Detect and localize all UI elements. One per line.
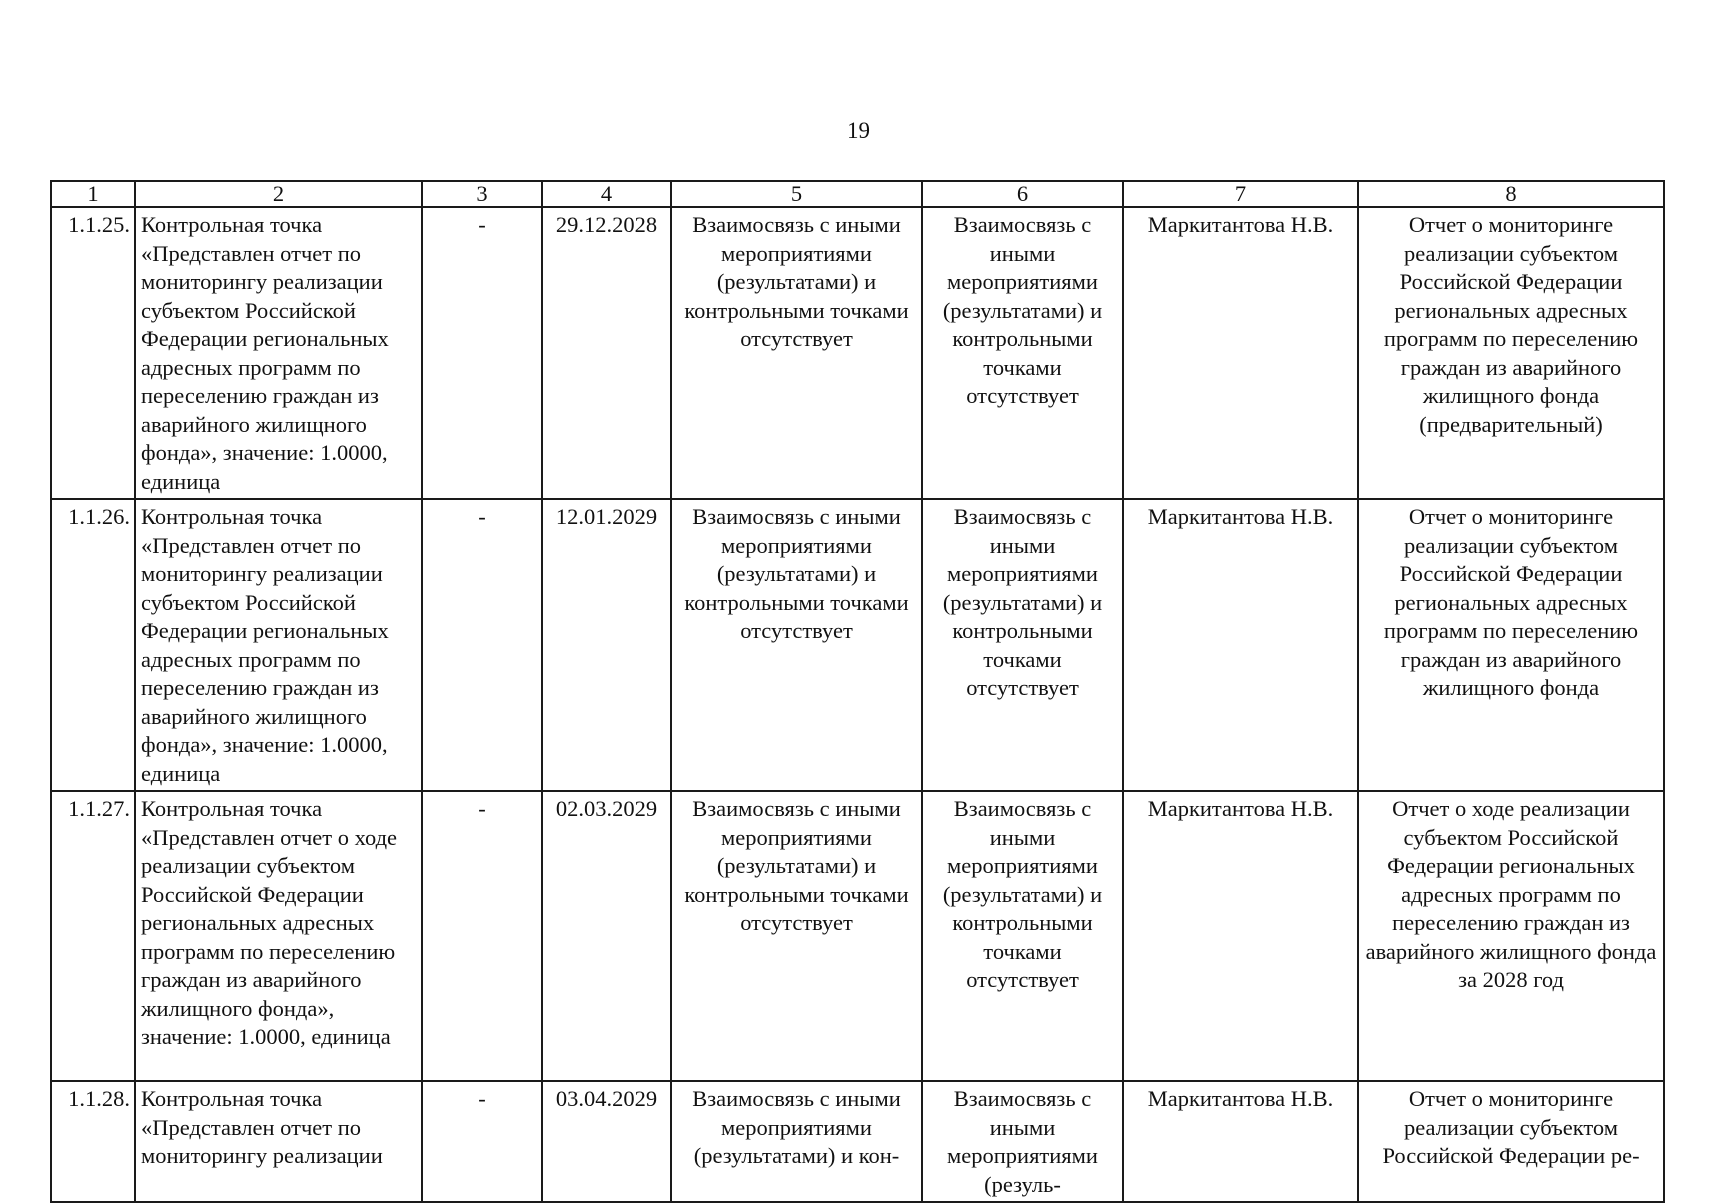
row-number: 1.1.27.: [51, 791, 135, 1081]
deadline-date: 02.03.2029: [542, 791, 671, 1081]
table-row: [51, 499, 1664, 791]
column-header: 8: [1358, 181, 1664, 207]
page-number: 19: [847, 118, 870, 143]
responsible-person: Маркитантова Н.В.: [1123, 1081, 1358, 1202]
successor-links: Взаимосвязь с иными мероприятиями (результатами) и контрольными точками отсутствует: [922, 791, 1123, 1081]
successor-links: Взаимосвязь с иными мероприятиями (результатами) и контрольными точками отсутствует: [922, 499, 1123, 791]
column-header: 2: [135, 181, 422, 207]
column-3-value: -: [422, 1081, 542, 1202]
column-3-value: -: [422, 207, 542, 499]
confirming-document: Отчет о мониторинге реализации субъектом Российской Федерации ре-: [1358, 1081, 1664, 1202]
confirming-document: Отчет о ходе реализации субъектом Российской Федерации региональных адресных программ по переселению граждан из аварийного жилищного фонда за 2028 год: [1358, 791, 1664, 1081]
column-3-value: -: [422, 499, 542, 791]
column-3-value: -: [422, 791, 542, 1081]
predecessor-links: Взаимосвязь с иными мероприятиями (результатами) и контрольными точками отсутствует: [671, 791, 922, 1081]
successor-links: Взаимосвязь с иными мероприятиями (результатами) и контрольными точками отсутствует: [922, 207, 1123, 499]
column-header: 3: [422, 181, 542, 207]
table-row: [51, 791, 1664, 1081]
column-header: 1: [51, 181, 135, 207]
predecessor-links: Взаимосвязь с иными мероприятиями (результатами) и контрольными точками отсутствует: [671, 499, 922, 791]
table-row: [51, 1081, 1664, 1202]
column-header: 4: [542, 181, 671, 207]
confirming-document: Отчет о мониторинге реализации субъектом Российской Федерации региональных адресных программ по переселению граждан из аварийного жилищного фонда (предварительный): [1358, 207, 1664, 499]
row-number: 1.1.28.: [51, 1081, 135, 1202]
row-number: 1.1.26.: [51, 499, 135, 791]
control-points-table: [50, 180, 1665, 1203]
successor-links: Взаимосвязь с иными мероприятиями (резуль-: [922, 1081, 1123, 1202]
deadline-date: 03.04.2029: [542, 1081, 671, 1202]
column-header: 6: [922, 181, 1123, 207]
column-header: 7: [1123, 181, 1358, 207]
control-point-name: Контрольная точка «Представлен отчет по мониторингу реализации субъектом Российской Федерации региональных адресных программ по переселению граждан из аварийного жилищного фонда», значение: 1.0000, единица: [135, 499, 422, 791]
responsible-person: Маркитантова Н.В.: [1123, 207, 1358, 499]
control-point-name: Контрольная точка «Представлен отчет по мониторингу реализации: [135, 1081, 422, 1202]
responsible-person: Маркитантова Н.В.: [1123, 791, 1358, 1081]
predecessor-links: Взаимосвязь с иными мероприятиями (результатами) и кон-: [671, 1081, 922, 1202]
responsible-person: Маркитантова Н.В.: [1123, 499, 1358, 791]
deadline-date: 29.12.2028: [542, 207, 671, 499]
deadline-date: 12.01.2029: [542, 499, 671, 791]
table-row: [51, 207, 1664, 499]
control-point-name: Контрольная точка «Представлен отчет по мониторингу реализации субъектом Российской Федерации региональных адресных программ по переселению граждан из аварийного жилищного фонда», значение: 1.0000, единица: [135, 207, 422, 499]
column-header: 5: [671, 181, 922, 207]
control-point-name: Контрольная точка «Представлен отчет о ходе реализации субъектом Российской Федерации региональных адресных программ по переселению граждан из аварийного жилищного фонда», значение: 1.0000, единица: [135, 791, 422, 1081]
column-number-header-row: [51, 181, 1664, 207]
row-number: 1.1.25.: [51, 207, 135, 499]
predecessor-links: Взаимосвязь с иными мероприятиями (результатами) и контрольными точками отсутствует: [671, 207, 922, 499]
confirming-document: Отчет о мониторинге реализации субъектом Российской Федерации региональных адресных программ по переселению граждан из аварийного жилищного фонда: [1358, 499, 1664, 791]
